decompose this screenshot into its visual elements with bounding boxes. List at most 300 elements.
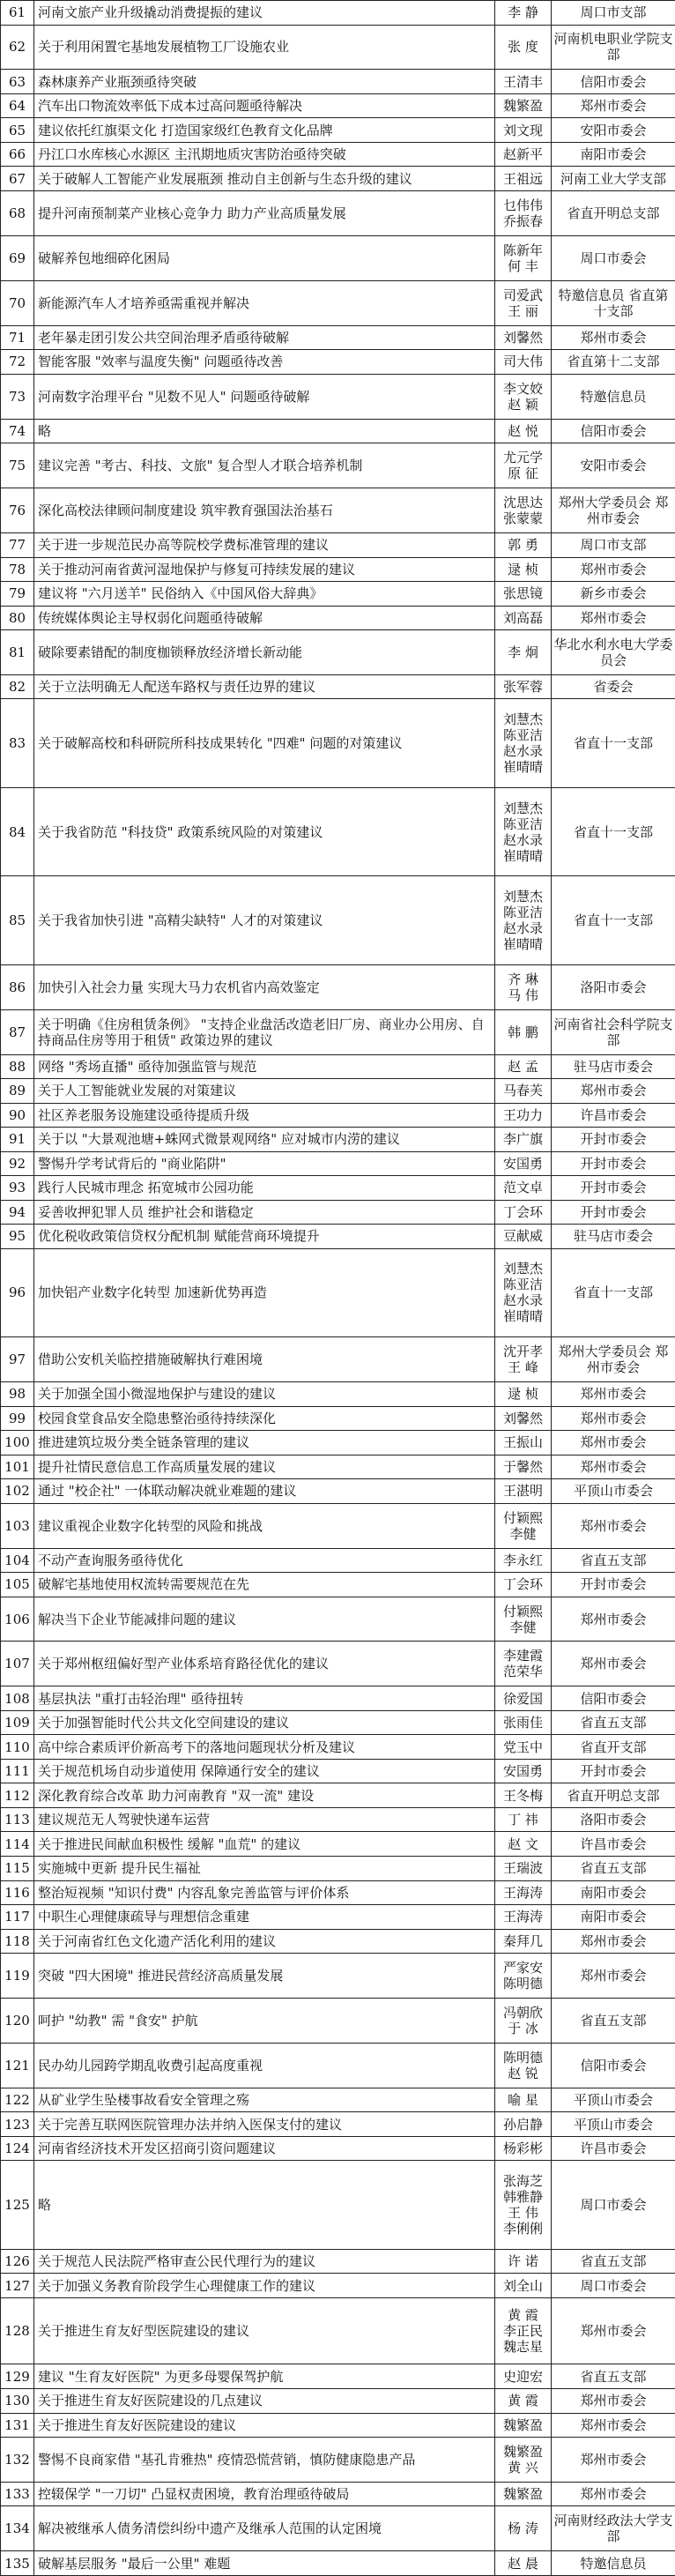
table-row xyxy=(1,1807,675,1832)
row-number: 108 xyxy=(1,1686,34,1711)
row-unit: 周口市支部 xyxy=(552,532,675,557)
row-unit: 特邀信息员 xyxy=(552,2551,675,2576)
row-submitter: 张 度 xyxy=(495,25,552,70)
row-title: 破解养包地细碎化困局 xyxy=(34,235,495,280)
row-number: 69 xyxy=(1,235,34,280)
row-submitter: 赵 晨 xyxy=(495,2551,552,2576)
row-unit: 郑州市委会 xyxy=(552,2482,675,2506)
row-unit: 平顶山市委会 xyxy=(552,1479,675,1504)
row-title: 警惕不良商家借 "基孔肯雅热" 疫情恐慌营销，慎防健康隐患产品 xyxy=(34,2438,495,2483)
row-title: 新能源汽车人才培养亟需重视并解决 xyxy=(34,280,495,325)
row-number: 111 xyxy=(1,1759,34,1783)
row-unit: 省直五支部 xyxy=(552,1548,675,1573)
row-title: 破除要素错配的制度枷锁释放经济增长新动能 xyxy=(34,630,495,675)
table-row xyxy=(1,1406,675,1431)
row-number: 95 xyxy=(1,1225,34,1249)
table-row xyxy=(1,1337,675,1382)
row-number: 84 xyxy=(1,787,34,875)
row-title: 建议 "生育友好医院" 为更多母婴保驾护航 xyxy=(34,2364,495,2389)
row-unit: 郑州市委会 xyxy=(552,1431,675,1456)
row-number: 128 xyxy=(1,2297,34,2364)
row-number: 126 xyxy=(1,2249,34,2274)
row-title: 妥善收押犯罪人员 维护社会和谐稳定 xyxy=(34,1200,495,1225)
row-title: 控辍保学 "一刀切" 凸显权责困境，教育治理亟待破局 xyxy=(34,2482,495,2506)
table-row xyxy=(1,2088,675,2112)
row-number: 82 xyxy=(1,674,34,699)
row-title: 突破 "四大困境" 推进民营经济高质量发展 xyxy=(34,1954,495,1999)
row-title: 建议依托红旗渠文化 打造国家级红色教育文化品牌 xyxy=(34,118,495,143)
table-row xyxy=(1,374,675,419)
row-number: 98 xyxy=(1,1382,34,1407)
row-number: 99 xyxy=(1,1406,34,1431)
row-number: 129 xyxy=(1,2364,34,2389)
row-submitter: 黄 霞 xyxy=(495,2388,552,2413)
row-submitter: 王清丰 xyxy=(495,70,552,94)
table-row xyxy=(1,1573,675,1597)
row-unit: 省委会 xyxy=(552,674,675,699)
table-row xyxy=(1,1455,675,1479)
row-submitter: 魏繁盈 xyxy=(495,2482,552,2506)
row-submitter: 刘慧杰 陈亚洁 赵水录 崔晴晴 xyxy=(495,876,552,964)
row-unit: 省直开明总支部 xyxy=(552,1783,675,1808)
row-title: 河南文旅产业升级撬动消费提振的建议 xyxy=(34,1,495,26)
row-number: 78 xyxy=(1,557,34,582)
row-title: 优化税收政策信贷权分配机制 赋能营商环境提升 xyxy=(34,1225,495,1249)
row-title: 解决被继承人债务清偿纠纷中遗产及继承人范围的认定困境 xyxy=(34,2506,495,2551)
row-submitter: 于馨然 xyxy=(495,1455,552,1479)
row-unit: 驻马店市委会 xyxy=(552,1225,675,1249)
row-unit: 郑州市委会 xyxy=(552,1079,675,1104)
row-submitter: 王功力 xyxy=(495,1103,552,1128)
row-submitter: 赵新平 xyxy=(495,142,552,167)
table-row xyxy=(1,674,675,699)
row-submitter: 史迎宏 xyxy=(495,2364,552,2389)
row-title: 提升社情民意信息工作高质量发展的建议 xyxy=(34,1455,495,1479)
row-number: 61 xyxy=(1,1,34,26)
row-number: 119 xyxy=(1,1954,34,1999)
row-unit: 郑州市委会 xyxy=(552,1954,675,1999)
row-submitter: 刘全山 xyxy=(495,2274,552,2298)
row-title: 关于完善互联网医院管理办法并纳入医保支付的建议 xyxy=(34,2112,495,2137)
row-number: 104 xyxy=(1,1548,34,1573)
row-submitter: 刘高磊 xyxy=(495,606,552,630)
row-unit: 开封市委会 xyxy=(552,1151,675,1176)
table-row xyxy=(1,325,675,350)
row-unit: 郑州市委会 xyxy=(552,1503,675,1548)
row-unit: 省直开明总支部 xyxy=(552,191,675,236)
row-submitter: 王祖远 xyxy=(495,167,552,191)
row-title: 河南数字治理平台 "见数不见人" 问题亟待破解 xyxy=(34,374,495,419)
row-unit: 安阳市委会 xyxy=(552,118,675,143)
row-title: 关于破解高校和科研院所科技成果转化 "四难" 问题的对策建议 xyxy=(34,699,495,787)
row-unit: 信阳市委会 xyxy=(552,70,675,94)
row-unit: 周口市委会 xyxy=(552,2161,675,2249)
row-unit: 新乡市委会 xyxy=(552,582,675,607)
row-unit: 安阳市委会 xyxy=(552,443,675,488)
row-unit: 开封市委会 xyxy=(552,1200,675,1225)
row-number: 134 xyxy=(1,2506,34,2551)
row-submitter: 赵 悦 xyxy=(495,419,552,443)
row-unit: 省直五支部 xyxy=(552,1998,675,2043)
table-row xyxy=(1,1225,675,1249)
row-number: 85 xyxy=(1,876,34,964)
row-submitter: 乜伟伟 乔振春 xyxy=(495,191,552,236)
row-number: 118 xyxy=(1,1929,34,1954)
row-unit: 省直十一支部 xyxy=(552,1248,675,1336)
row-number: 88 xyxy=(1,1054,34,1079)
row-title: 关于规范机场自动步道使用 保障通行安全的建议 xyxy=(34,1759,495,1783)
row-unit: 周口市委会 xyxy=(552,2274,675,2298)
row-submitter: 刘馨然 xyxy=(495,1406,552,1431)
row-submitter: 杨 涛 xyxy=(495,2506,552,2551)
row-unit: 省直五支部 xyxy=(552,1857,675,1881)
row-submitter: 王湛明 xyxy=(495,1479,552,1504)
row-submitter: 黄 霞 李正民 魏志星 xyxy=(495,2297,552,2364)
row-title: 社区养老服务设施建设亟待提质升级 xyxy=(34,1103,495,1128)
row-title: 汽车出口物流效率低下成本过高问题亟待解决 xyxy=(34,93,495,118)
row-title: 传统媒体舆论主导权弱化问题亟待破解 xyxy=(34,606,495,630)
table-row xyxy=(1,2043,675,2088)
table-row xyxy=(1,1783,675,1808)
table-row xyxy=(1,964,675,1009)
row-unit: 驻马店市委会 xyxy=(552,1054,675,1079)
row-title: 老年暴走团引发公共空间治理矛盾亟待破解 xyxy=(34,325,495,350)
row-submitter: 党玉中 xyxy=(495,1735,552,1760)
row-number: 112 xyxy=(1,1783,34,1808)
table-row xyxy=(1,167,675,191)
row-number: 133 xyxy=(1,2482,34,2506)
table-row xyxy=(1,2413,675,2438)
table-row xyxy=(1,787,675,875)
row-submitter: 赵 文 xyxy=(495,1832,552,1857)
row-title: 关于推进民间献血积极性 缓解 "血荒" 的建议 xyxy=(34,1832,495,1857)
row-number: 77 xyxy=(1,532,34,557)
row-title: 警惕升学考试背后的 "商业陷阱" xyxy=(34,1151,495,1176)
row-submitter: 豆献威 xyxy=(495,1225,552,1249)
row-title: 略 xyxy=(34,2161,495,2249)
row-submitter: 丁会环 xyxy=(495,1200,552,1225)
table-row xyxy=(1,235,675,280)
row-submitter: 陈明德 赵 锐 xyxy=(495,2043,552,2088)
table-row xyxy=(1,1735,675,1760)
row-submitter: 韩 鹏 xyxy=(495,1009,552,1054)
row-unit: 郑州市委会 xyxy=(552,93,675,118)
row-number: 76 xyxy=(1,488,34,533)
row-number: 83 xyxy=(1,699,34,787)
table-row xyxy=(1,2482,675,2506)
table-row xyxy=(1,1248,675,1336)
row-unit: 郑州市委会 xyxy=(552,1406,675,1431)
table-row xyxy=(1,1079,675,1104)
table-row xyxy=(1,1009,675,1054)
row-submitter: 王振山 xyxy=(495,1431,552,1456)
row-unit: 郑州市委会 xyxy=(552,1929,675,1954)
row-number: 109 xyxy=(1,1710,34,1735)
row-submitter: 沈思达 张蒙蒙 xyxy=(495,488,552,533)
row-number: 125 xyxy=(1,2161,34,2249)
row-submitter: 付颖熙 李健 xyxy=(495,1597,552,1642)
row-submitter: 冯朝欣 于 冰 xyxy=(495,1998,552,2043)
row-title: 网络 "秀场直播" 亟待加强监管与规范 xyxy=(34,1054,495,1079)
row-title: 智能客服 "效率与温度失衡" 问题亟待改善 xyxy=(34,350,495,375)
row-submitter: 张思镜 xyxy=(495,582,552,607)
row-submitter: 王瑞波 xyxy=(495,1857,552,1881)
row-title: 关于加强全国小微湿地保护与建设的建议 xyxy=(34,1382,495,1407)
row-submitter: 张雨佳 xyxy=(495,1710,552,1735)
row-title: 建议完善 "考古、科技、文旅" 复合型人才联合培养机制 xyxy=(34,443,495,488)
row-unit: 郑州市委会 xyxy=(552,1642,675,1686)
row-submitter: 司爱武 王 丽 xyxy=(495,280,552,325)
row-number: 97 xyxy=(1,1337,34,1382)
table-row xyxy=(1,1857,675,1881)
row-number: 75 xyxy=(1,443,34,488)
row-number: 135 xyxy=(1,2551,34,2576)
row-submitter: 刘文现 xyxy=(495,118,552,143)
row-number: 114 xyxy=(1,1832,34,1857)
row-title: 深化高校法律顾问制度建设 筑牢教育强国法治基石 xyxy=(34,488,495,533)
row-number: 67 xyxy=(1,167,34,191)
row-number: 110 xyxy=(1,1735,34,1760)
row-unit: 河南财经政法大学支部 xyxy=(552,2506,675,2551)
row-submitter: 司大伟 xyxy=(495,350,552,375)
table-row xyxy=(1,2364,675,2389)
table-row xyxy=(1,1880,675,1905)
row-title: 提升河南预制菜产业核心竞争力 助力产业高质量发展 xyxy=(34,191,495,236)
table-row xyxy=(1,630,675,675)
row-number: 71 xyxy=(1,325,34,350)
row-unit: 郑州市委会 xyxy=(552,557,675,582)
table-row xyxy=(1,2249,675,2274)
row-submitter: 许 诺 xyxy=(495,2249,552,2274)
table-row xyxy=(1,1151,675,1176)
row-title: 关于进一步规范民办高等院校学费标准管理的建议 xyxy=(34,532,495,557)
row-number: 70 xyxy=(1,280,34,325)
row-title: 关于规范人民法院严格审查公民代理行为的建议 xyxy=(34,2249,495,2274)
row-submitter: 付颖熙 李健 xyxy=(495,1503,552,1548)
row-number: 103 xyxy=(1,1503,34,1548)
row-title: 从矿业学生坠楼事故看安全管理之殇 xyxy=(34,2088,495,2112)
row-unit: 开封市委会 xyxy=(552,1128,675,1152)
row-unit: 南阳市委会 xyxy=(552,142,675,167)
row-number: 93 xyxy=(1,1176,34,1201)
row-submitter: 刘馨然 xyxy=(495,325,552,350)
row-submitter: 李永红 xyxy=(495,1548,552,1573)
row-number: 107 xyxy=(1,1642,34,1686)
row-unit: 郑州大学委员会 郑州市委会 xyxy=(552,488,675,533)
table-row xyxy=(1,1597,675,1642)
row-number: 94 xyxy=(1,1200,34,1225)
row-submitter: 尤元学 原 征 xyxy=(495,443,552,488)
row-unit: 省直开支部 xyxy=(552,1735,675,1760)
row-number: 131 xyxy=(1,2413,34,2438)
row-title: 实施城中更新 提升民生福祉 xyxy=(34,1857,495,1881)
row-unit: 河南工业大学支部 xyxy=(552,167,675,191)
row-unit: 郑州市委会 xyxy=(552,2388,675,2413)
table-row xyxy=(1,1954,675,1999)
table-row xyxy=(1,1905,675,1930)
row-title: 民办幼儿园跨学期乱收费引起高度重视 xyxy=(34,2043,495,2088)
row-unit: 郑州市委会 xyxy=(552,2413,675,2438)
row-title: 不动产查询服务亟待优化 xyxy=(34,1548,495,1573)
row-submitter: 李 炯 xyxy=(495,630,552,675)
row-submitter: 魏繁盈 xyxy=(495,93,552,118)
table-row xyxy=(1,1548,675,1573)
table-row xyxy=(1,1479,675,1504)
table-row xyxy=(1,2161,675,2249)
row-unit: 信阳市委会 xyxy=(552,419,675,443)
row-unit: 周口市支部 xyxy=(552,1,675,26)
row-submitter: 刘慧杰 陈亚洁 赵水录 崔晴晴 xyxy=(495,1248,552,1336)
row-number: 106 xyxy=(1,1597,34,1642)
table-row xyxy=(1,443,675,488)
row-number: 86 xyxy=(1,964,34,1009)
row-unit: 省直第十二支部 xyxy=(552,350,675,375)
table-row xyxy=(1,876,675,964)
row-number: 100 xyxy=(1,1431,34,1456)
row-submitter: 安国勇 xyxy=(495,1759,552,1783)
row-title: 建议重视企业数字化转型的风险和挑战 xyxy=(34,1503,495,1548)
table-row xyxy=(1,1832,675,1857)
table-row xyxy=(1,1431,675,1456)
row-unit: 郑州市委会 xyxy=(552,325,675,350)
table-row xyxy=(1,488,675,533)
row-title: 加快铝产业数字化转型 加速新优势再造 xyxy=(34,1248,495,1336)
row-unit: 郑州市委会 xyxy=(552,2438,675,2483)
row-submitter: 逯 桢 xyxy=(495,1382,552,1407)
row-unit: 平顶山市委会 xyxy=(552,2112,675,2137)
row-number: 105 xyxy=(1,1573,34,1597)
row-unit: 许昌市委会 xyxy=(552,1832,675,1857)
row-title: 校园食堂食品安全隐患整治亟待持续深化 xyxy=(34,1406,495,1431)
row-unit: 华北水利水电大学委员会 xyxy=(552,630,675,675)
proposal-table-body xyxy=(1,1,675,2576)
row-number: 130 xyxy=(1,2388,34,2413)
table-row xyxy=(1,1103,675,1128)
table-row xyxy=(1,350,675,375)
row-number: 101 xyxy=(1,1455,34,1479)
row-unit: 郑州市委会 xyxy=(552,606,675,630)
row-title: 关于我省防范 "科技贷" 政策系统风险的对策建议 xyxy=(34,787,495,875)
row-title: 借助公安机关临控措施破解执行难困境 xyxy=(34,1337,495,1382)
table-row xyxy=(1,1759,675,1783)
row-title: 破解基层服务 "最后一公里" 难题 xyxy=(34,2551,495,2576)
row-unit: 开封市委会 xyxy=(552,1573,675,1597)
row-title: 建议将 "六月送羊" 民俗纳入《中国风俗大辞典》 xyxy=(34,582,495,607)
row-title: 建议规范无人驾驶快递车运营 xyxy=(34,1807,495,1832)
row-title: 基层执法 "重打击轻治理" 亟待扭转 xyxy=(34,1686,495,1711)
row-submitter: 李 静 xyxy=(495,1,552,26)
row-submitter: 王冬梅 xyxy=(495,1783,552,1808)
row-title: 关于郑州枢纽偏好型产业体系培育路径优化的建议 xyxy=(34,1642,495,1686)
row-unit: 特邀信息员 xyxy=(552,374,675,419)
row-unit: 郑州市委会 xyxy=(552,1455,675,1479)
row-unit: 洛阳市委会 xyxy=(552,964,675,1009)
row-number: 73 xyxy=(1,374,34,419)
row-unit: 郑州大学委员会 郑州市委会 xyxy=(552,1337,675,1382)
row-unit: 信阳市委会 xyxy=(552,1686,675,1711)
row-number: 63 xyxy=(1,70,34,94)
row-submitter: 喻 星 xyxy=(495,2088,552,2112)
row-submitter: 赵 孟 xyxy=(495,1054,552,1079)
row-number: 68 xyxy=(1,191,34,236)
row-unit: 开封市委会 xyxy=(552,1176,675,1201)
row-unit: 平顶山市委会 xyxy=(552,2088,675,2112)
row-number: 127 xyxy=(1,2274,34,2298)
row-title: 关于利用闲置宅基地发展植物工厂设施农业 xyxy=(34,25,495,70)
row-submitter: 郭 勇 xyxy=(495,532,552,557)
table-row xyxy=(1,142,675,167)
table-row xyxy=(1,25,675,70)
table-row xyxy=(1,557,675,582)
row-title: 森林康养产业瓶颈亟待突破 xyxy=(34,70,495,94)
row-title: 关于立法明确无人配送车路权与责任边界的建议 xyxy=(34,674,495,699)
row-submitter: 王海涛 xyxy=(495,1880,552,1905)
row-unit: 南阳市委会 xyxy=(552,1905,675,1930)
table-row xyxy=(1,699,675,787)
row-submitter: 孙启静 xyxy=(495,2112,552,2137)
table-row xyxy=(1,419,675,443)
row-number: 81 xyxy=(1,630,34,675)
row-title: 高中综合素质评价新高考下的落地问题现状分析及建议 xyxy=(34,1735,495,1760)
table-row xyxy=(1,93,675,118)
row-title: 解决当下企业节能减排问题的建议 xyxy=(34,1597,495,1642)
table-row xyxy=(1,1710,675,1735)
row-number: 123 xyxy=(1,2112,34,2137)
row-submitter: 沈开孝 王 峰 xyxy=(495,1337,552,1382)
row-submitter: 李文姣 赵 颖 xyxy=(495,374,552,419)
row-unit: 省直十一支部 xyxy=(552,876,675,964)
table-row xyxy=(1,1200,675,1225)
row-submitter: 丁 祎 xyxy=(495,1807,552,1832)
row-title: 关于加强义务教育阶段学生心理健康工作的建议 xyxy=(34,2274,495,2298)
row-title: 关于河南省红色文化遗产活化利用的建议 xyxy=(34,1929,495,1954)
table-row xyxy=(1,2274,675,2298)
row-title: 河南省经济技术开发区招商引资问题建议 xyxy=(34,2136,495,2161)
row-unit: 郑州市委会 xyxy=(552,1597,675,1642)
row-number: 115 xyxy=(1,1857,34,1881)
row-title: 整治短视频 "知识付费" 内容乱象完善监管与评价体系 xyxy=(34,1880,495,1905)
row-title: 关于推动河南省黄河湿地保护与修复可持续发展的建议 xyxy=(34,557,495,582)
row-number: 80 xyxy=(1,606,34,630)
row-unit: 周口市委会 xyxy=(552,235,675,280)
row-number: 113 xyxy=(1,1807,34,1832)
row-submitter: 安国勇 xyxy=(495,1151,552,1176)
row-submitter: 杨彩彬 xyxy=(495,2136,552,2161)
row-number: 65 xyxy=(1,118,34,143)
row-submitter: 徐爱国 xyxy=(495,1686,552,1711)
row-submitter: 丁会环 xyxy=(495,1573,552,1597)
row-number: 124 xyxy=(1,2136,34,2161)
row-submitter: 王海涛 xyxy=(495,1905,552,1930)
row-submitter: 魏繁盈 黄 兴 xyxy=(495,2438,552,2483)
row-title: 关于推进生育友好型医院建设的建议 xyxy=(34,2297,495,2364)
row-title: 关于人工智能就业发展的对策建议 xyxy=(34,1079,495,1104)
table-row xyxy=(1,1503,675,1548)
row-unit: 开封市委会 xyxy=(552,1759,675,1783)
table-row xyxy=(1,1176,675,1201)
table-row xyxy=(1,1128,675,1152)
table-row xyxy=(1,280,675,325)
table-row xyxy=(1,532,675,557)
row-unit: 洛阳市委会 xyxy=(552,1807,675,1832)
table-row xyxy=(1,2136,675,2161)
row-submitter: 马春芙 xyxy=(495,1079,552,1104)
row-unit: 信阳市委会 xyxy=(552,2043,675,2088)
table-row xyxy=(1,1686,675,1711)
row-number: 64 xyxy=(1,93,34,118)
table-row xyxy=(1,70,675,94)
row-number: 89 xyxy=(1,1079,34,1104)
